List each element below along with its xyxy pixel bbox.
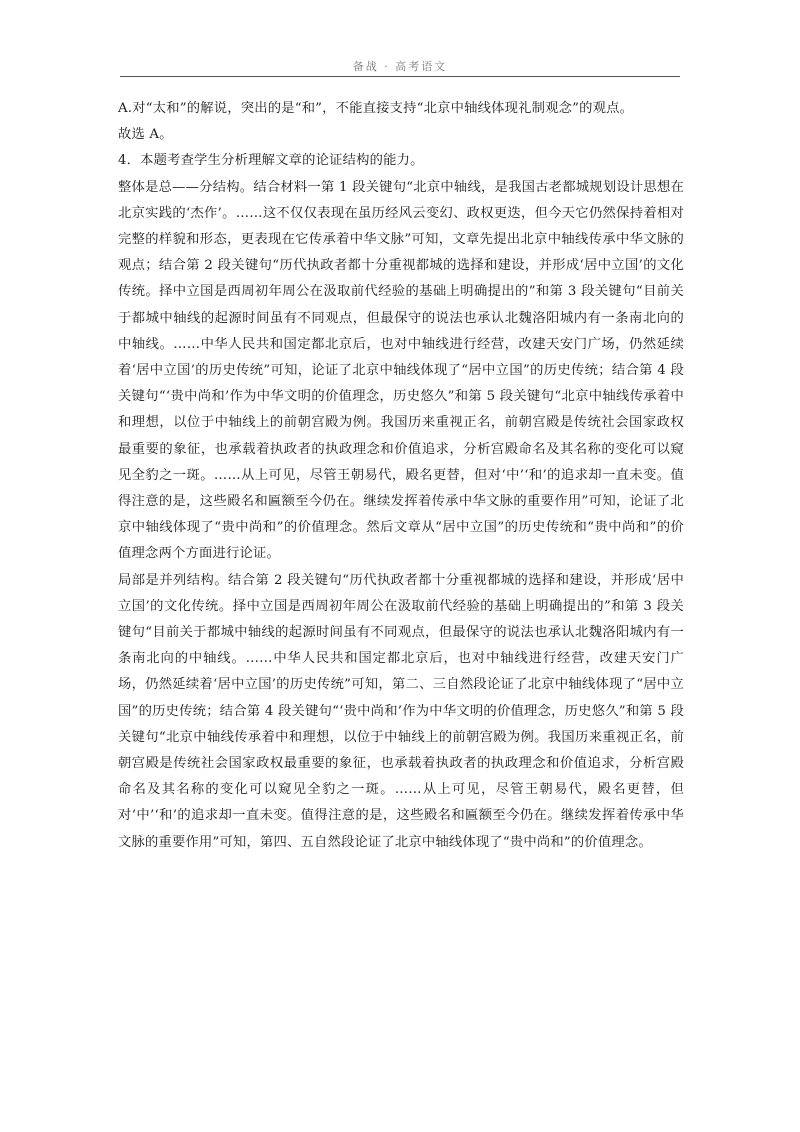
overall-structure-paragraph: 整体是总——分结构。结合材料一第 1 段关键句“北京中轴线，是我国古老都城规划设计思想在北京实践的‘杰作’。……这不仅仅表现在虽历经风云变幻、政权更迭，但今天它仍然保持着相对完整的样貌和形态，更表现在它传承着中华文脉”可知，文章先提出北京中轴线传承中华文脉的观点；结合第 2 段关键句“历代执政者都十分重视都城的选择和建设，并形成‘居中立国’的文化传统。择中立国是西周初年周公在汲取前代经验的基础上明确提出的”和第 3 段关键句“目前关于都城中轴线的起源时间虽有不同观点，但最保守的说法也承认北魏洛阳城内有一条南北向的中轴线。……中华人民共和国定都北京后，也对中轴线进行经营，改建天安门广场，仍然延续着‘居中立国’的历史传统”可知，论证了北京中轴线体现了“居中立国”的历史传统；结合第 4 段关键句“‘贵中尚和’作为中华文明的价值理念，历史悠久”和第 5 段关键句“北京中轴线传承着中和理想，以位于中轴线上的前朝宫殿为例。我国历来重视正名，前朝宫殿是传统社会国家政权最重要的象征，也承载着执政者的执政理念和价值追求，分析宫殿命名及其名称的变化可以窥见全豹之一斑。……从上可见，尽管王朝易代，殿名更替，但对‘中’‘和’的追求却一直未变。值得注意的是，这些殿名和匾额至今仍在。继续发挥着传承中华文脉的重要作用”可知，论证了北京中轴线体现了“贵中尚和”的价值理念。然后文章从“居中立国”的历史传统和“贵中尚和”的价值理念两个方面进行论证。 (118, 179, 684, 562)
answer-choice: 故选 A。 (118, 127, 173, 143)
option-a-explanation: A.对“太和”的解说，突出的是“和”，不能直接支持“北京中轴线体现礼制观念”的观点。 (118, 101, 634, 116)
header-divider (120, 76, 680, 77)
local-structure-paragraph: 局部是并列结构。结合第 2 段关键句“历代执政者都十分重视都城的选择和建设，并形成‘居中立国’的文化传统。择中立国是西周初年周公在汲取前代经验的基础上明确提出的”和第 3 段关键句“目前关于都城中轴线的起源时间虽有不同观点，但最保守的说法也承认北魏洛阳城内有一条南北向的中轴线。……中华人民共和国定都北京后，也对中轴线进行经营，改建天安门广场，仍然延续着‘居中立国’的历史传统”可知，第二、三自然段论证了北京中轴线体现了“居中立国”的历史传统；结合第 4 段关键句“‘贵中尚和’作为中华文明的价值理念，历史悠久”和第 5 段关键句“北京中轴线传承着中和理想，以位于中轴线上的前朝宫殿为例。我国历来重视正名，前朝宫殿是传统社会国家政权最重要的象征，也承载着执政者的执政理念和价值追求，分析宫殿命名及其名称的变化可以窥见全豹之一斑。……从上可见，尽管王朝易代，殿名更替，但对‘中’‘和’的追求却一直未变。值得注意的是，这些殿名和匾额至今仍在。继续发挥着传承中华文脉的重要作用”可知，第四、五自然段论证了北京中轴线体现了“贵中尚和”的价值理念。 (118, 572, 684, 850)
question-4-intro: 4．本题考查学生分析理解文章的论证结构的能力。 (118, 153, 424, 169)
answer-body (118, 96, 684, 856)
running-header: 备战 · 高考语文 (352, 60, 448, 73)
